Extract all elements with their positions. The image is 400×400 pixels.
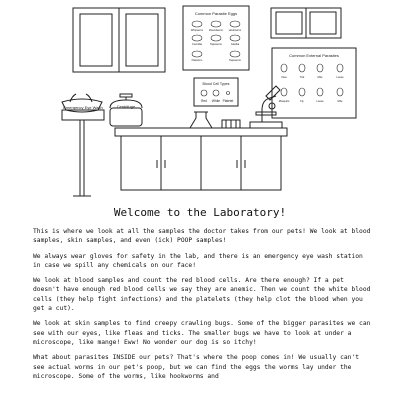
- poster-parasite-eggs-title: Common Parasite Eggs: [194, 11, 238, 16]
- body-text: [33, 227, 373, 387]
- eye-wash-label: Emergency Eye Wash: [63, 105, 103, 110]
- paragraph-blood: We look at blood samples and count the red blood cells. Are there enough? If a pet doesn't have enough red blood cells we say they are anemic. Then we count the white blood cells (they help fight infections) and the platelets (they help clot the blood when you get a cut).: [33, 277, 371, 313]
- centrifuge-label: Centrifuge: [116, 104, 136, 109]
- parasite-label: Mosquito: [278, 100, 290, 103]
- blood-cell-label: Platelet: [222, 99, 234, 103]
- paragraph-safety: We always wear gloves for safety in the lab, and there is an emergency eye wash station in case we spill any chemicals on our face!: [33, 252, 363, 269]
- parasite-label: Mite: [317, 76, 323, 79]
- poster-external-parasites-title: Common External Parasites: [289, 53, 339, 58]
- page-title: Welcome to the Laboratory!: [113, 206, 287, 219]
- eye-wash-station: [62, 94, 104, 196]
- poster-blood-cells-title: Blood Cell Types: [202, 82, 230, 86]
- poster-external-parasites: [272, 48, 356, 118]
- parasite-label: Flea: [281, 76, 287, 79]
- blood-cell-label: White: [211, 99, 221, 103]
- egg-label: Tapeworm: [229, 59, 241, 62]
- poster-parasite-eggs: [183, 6, 249, 70]
- poster-blood-cells: [194, 78, 238, 106]
- egg-label: Hookworm: [228, 29, 242, 32]
- parasite-label: Mite: [337, 100, 343, 103]
- parasite-label: Tick: [299, 76, 305, 79]
- parasite-label: Louse: [336, 76, 344, 79]
- lab-counter: [115, 128, 287, 190]
- wall-cabinets: [73, 8, 341, 72]
- parasite-label: Louse: [316, 100, 324, 103]
- slides-tray: [222, 120, 240, 128]
- paragraph-internal-parasites: What about parasites INSIDE our pets? That's where the poop comes in! We usually can't see actual worms in our pet's poop, but we can find the eggs the worms lay under the microscope. Some of the worms, like hookworms and: [33, 354, 360, 380]
- flask: [190, 112, 212, 128]
- egg-label: Tapeworm: [210, 43, 222, 46]
- centrifuge: [110, 94, 142, 126]
- egg-label: Whipworm: [190, 29, 204, 32]
- egg-label: Flatworm: [191, 59, 203, 62]
- paragraph-samples: This is where we look at all the samples the doctor takes from our pets! We look at blood samples, skin samples, and even (ick) POOP samples!: [33, 228, 371, 245]
- egg-label: Giardia: [230, 43, 240, 46]
- egg-label: Coccidia: [192, 43, 202, 46]
- egg-label: Roundworm: [209, 29, 223, 32]
- parasite-label: Fly: [300, 100, 304, 103]
- blood-cell-label: Red: [201, 99, 207, 103]
- microscope: [250, 86, 282, 128]
- paragraph-skin: We look at skin samples to find creepy crawling bugs. Some of the bigger parasites we can see with our eyes, like fleas and ticks. The smaller bugs we have to look at under a microscope, like mange! Eww! No wonder our dog is so itchy!: [33, 320, 371, 346]
